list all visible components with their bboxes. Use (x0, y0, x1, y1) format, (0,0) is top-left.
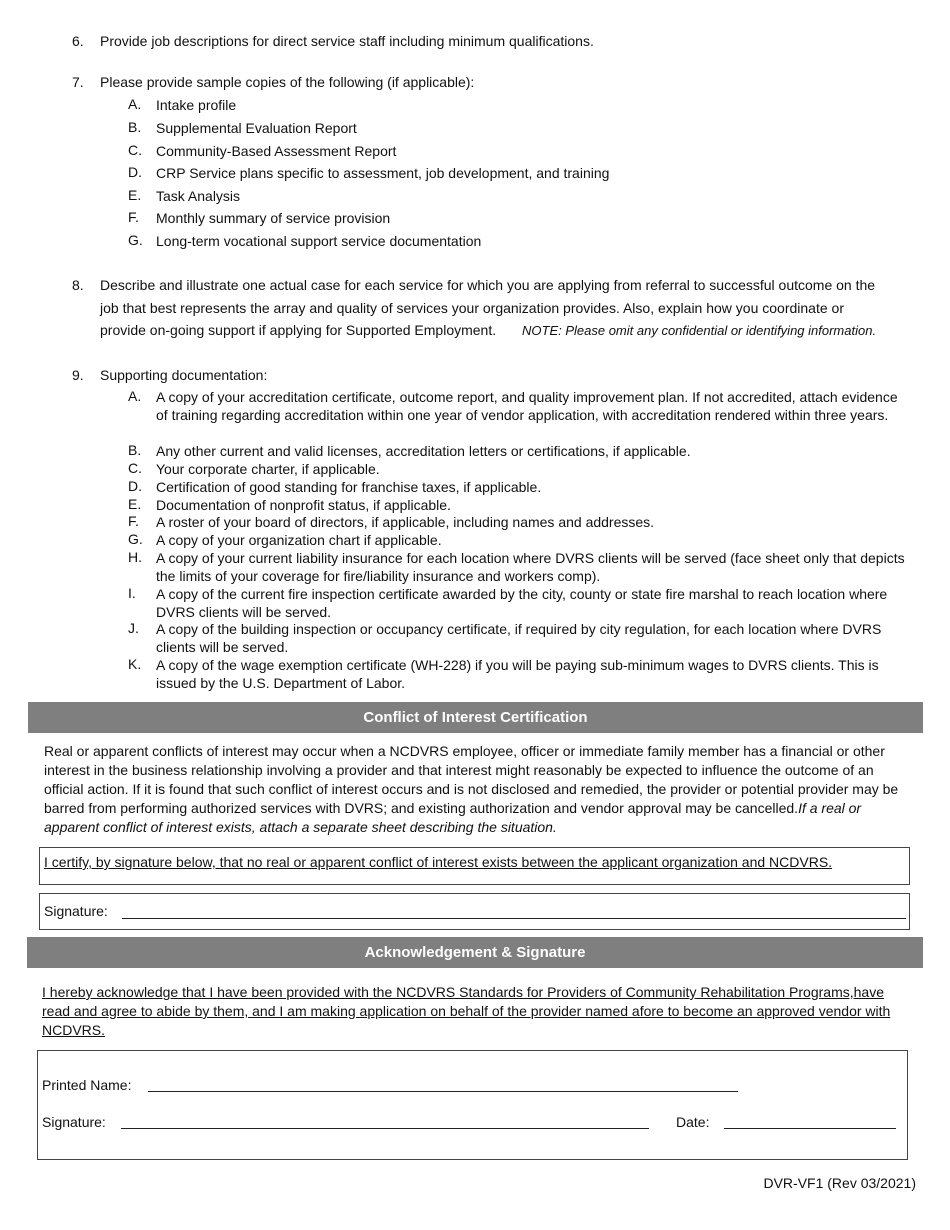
form-id-footer: DVR-VF1 (Rev 03/2021) (763, 1175, 916, 1191)
list-item: A roster of your board of directors, if applicable, including names and addresses. (156, 514, 655, 530)
q9-number: 9. (72, 367, 84, 383)
list-item: Intake profile (156, 97, 237, 113)
printed-name-field[interactable] (148, 1091, 738, 1092)
certify-statement: I certify, by signature below, that no real or apparent conflict of interest exists between the applicant organization and NCDVRS. (44, 854, 833, 870)
list-item-letter: E. (128, 496, 142, 512)
list-item-letter: J. (128, 620, 139, 636)
list-item-letter: G. (128, 531, 143, 547)
q9-text: Supporting documentation: (100, 367, 268, 383)
list-item-letter: E. (128, 187, 142, 203)
list-item: A copy of the building inspection or occupancy certificate, if required by city regulation, for each location where DVRS clients will be served. (156, 621, 882, 655)
conflict-body-italic: If a real or apparent conflict of interest exists, attach a separate sheet describing the situation. (44, 800, 862, 835)
q6-text: Provide job descriptions for direct service staff including minimum qualifications. (100, 33, 594, 49)
list-item: A copy of the wage exemption certificate (WH-228) if you will be paying sub-minimum wages to DVRS clients. This is issued by the U.S. Department of Labor. (156, 657, 879, 691)
certify-box (39, 847, 910, 885)
list-item-letter: D. (128, 164, 142, 180)
q8-note: NOTE: Please omit any confidential or identifying information. (522, 323, 877, 338)
list-item: A copy of the current fire inspection certificate awarded by the city, county or state fire marshal to reach location where DVRS clients will be served. (156, 586, 888, 620)
list-item-letter: F. (128, 209, 139, 225)
list-item: A copy of your organization chart if applicable. (156, 532, 442, 548)
list-item: Supplemental Evaluation Report (156, 120, 357, 136)
list-item: Any other current and valid licenses, accreditation letters or certifications, if applicable. (156, 443, 691, 459)
list-item-letter: K. (128, 656, 142, 672)
list-item-letter: I. (128, 585, 136, 601)
list-item-letter: H. (128, 549, 142, 565)
q6-number: 6. (72, 33, 84, 49)
ack-signature-box (37, 1050, 908, 1160)
ack-body: I hereby acknowledge that I have been provided with the NCDVRS Standards for Providers of Community Rehabilitation Programs,have read and agree to abide by them, and I am making application on behalf of the provider named afore to become an approved vendor with NCDVRS. (42, 984, 891, 1038)
ack-signature-label: Signature: (42, 1114, 106, 1130)
q8-line1: Describe and illustrate one actual case for each service for which you are applying from referral to successful outcome on the (100, 277, 876, 293)
list-item: CRP Service plans specific to assessment, job development, and training (156, 165, 610, 181)
q8-number: 8. (72, 277, 84, 293)
q7-number: 7. (72, 74, 84, 90)
ack-heading: Acknowledgement & Signature (27, 937, 923, 968)
list-item: Documentation of nonprofit status, if applicable. (156, 497, 451, 513)
list-item-letter: G. (128, 232, 143, 248)
list-item: A copy of your accreditation certificate, outcome report, and quality improvement plan. If not accredited, attach evidence of training regarding accreditation within one year of vendor application, with accreditation rendered within three years. (156, 389, 898, 423)
ack-signature-field[interactable] (121, 1128, 649, 1129)
list-item: Certification of good standing for franchise taxes, if applicable. (156, 479, 542, 495)
list-item-letter: C. (128, 460, 142, 476)
list-item: A copy of your current liability insurance for each location where DVRS clients will be served (face sheet only that depicts the limits of your coverage for fire/liability insurance and workers comp). (156, 550, 905, 584)
q8-line2: job that best represents the array and quality of services your organization provides. Also, explain how you coordinate or (100, 300, 844, 316)
list-item: Task Analysis (156, 188, 241, 204)
q7-text: Please provide sample copies of the following (if applicable): (100, 74, 475, 90)
conflict-signature-label: Signature: (44, 903, 108, 919)
conflict-body-text: Real or apparent conflicts of interest may occur when a NCDVRS employee, officer or immediate family member has a financial or other interest in the business relationship involving a provider and that interest might reasonably be expected to influence the outcome of an official action. If it is found that such conflict of interest occurs and is not disclosed and remedied, the provider or potential provider may be barred from performing authorized services with DVRS; and existing authorization and vendor approval may be cancelled. (44, 743, 899, 816)
list-item-letter: C. (128, 142, 142, 158)
list-item-letter: B. (128, 119, 142, 135)
list-item-letter: B. (128, 442, 142, 458)
list-item: Community-Based Assessment Report (156, 143, 397, 159)
list-item: Long-term vocational support service documentation (156, 233, 482, 249)
conflict-body (44, 742, 908, 837)
conflict-signature-box (39, 893, 910, 930)
date-field[interactable] (724, 1128, 896, 1129)
date-label: Date: (676, 1114, 710, 1130)
list-item-letter: A. (128, 388, 142, 404)
list-item: Monthly summary of service provision (156, 210, 391, 226)
conflict-heading: Conflict of Interest Certification (28, 702, 923, 733)
list-item-letter: A. (128, 96, 142, 112)
list-item-letter: F. (128, 513, 139, 529)
list-item-letter: D. (128, 478, 142, 494)
printed-name-label: Printed Name: (42, 1077, 132, 1093)
q8-line3: provide on-going support if applying for Supported Employment. (100, 322, 497, 338)
conflict-signature-field[interactable] (122, 918, 906, 919)
list-item: Your corporate charter, if applicable. (156, 461, 380, 477)
